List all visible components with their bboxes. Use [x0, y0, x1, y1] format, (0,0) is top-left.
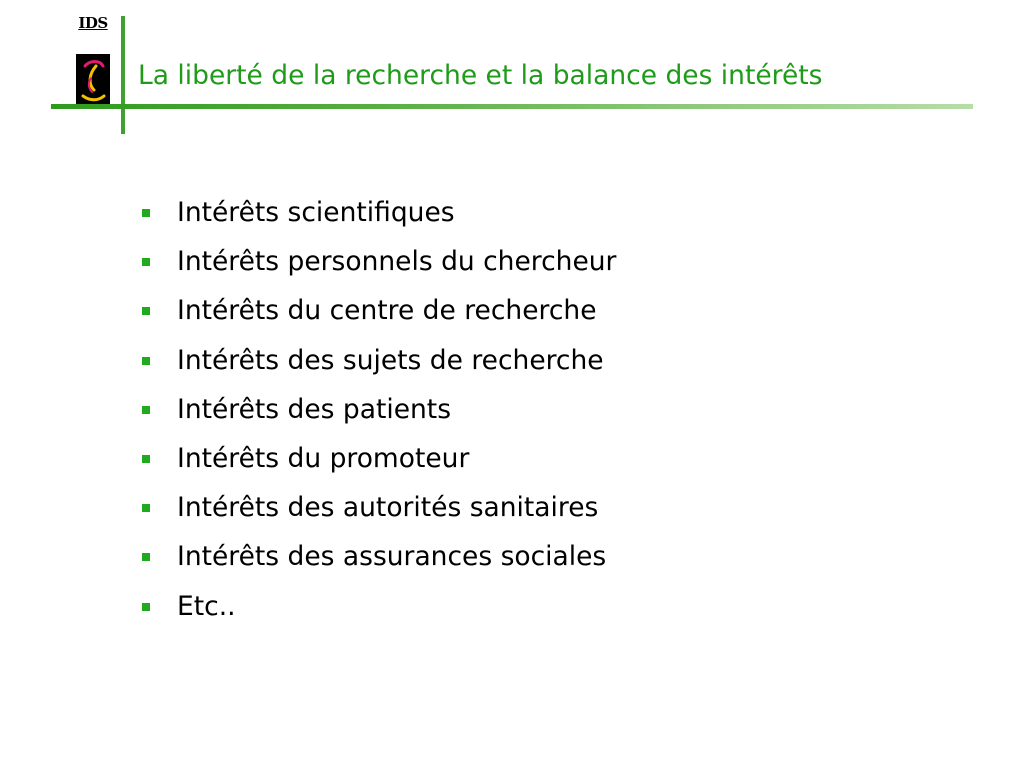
horizontal-accent-line: [51, 104, 973, 109]
bullet-text: Intérêts du promoteur: [177, 442, 470, 474]
bullet-item: [140, 290, 616, 339]
square-bullet-icon: [142, 357, 150, 365]
square-bullet-icon: [142, 258, 150, 266]
slide-title: La liberté de la recherche et la balance des intérêts: [138, 60, 823, 91]
bullet-item: [140, 487, 616, 536]
bullet-list: [140, 192, 616, 635]
bullet-text: Intérêts des autorités sanitaires: [177, 492, 599, 524]
bullet-item: [140, 241, 616, 290]
square-bullet-icon: [142, 307, 150, 315]
square-bullet-icon: [142, 504, 150, 512]
bullet-item: [140, 438, 616, 487]
bullet-text: Intérêts des assurances sociales: [177, 541, 607, 573]
logo-text: IDS: [78, 14, 108, 32]
bullet-item: [140, 389, 616, 438]
square-bullet-icon: [142, 406, 150, 414]
square-bullet-icon: [142, 603, 150, 611]
square-bullet-icon: [142, 553, 150, 561]
bullet-text: Intérêts des patients: [177, 393, 452, 425]
bullet-item: [140, 340, 616, 389]
ids-logo-icon: [76, 52, 110, 108]
bullet-text: Intérêts personnels du chercheur: [177, 246, 617, 278]
bullet-text: Etc..: [177, 590, 236, 622]
bullet-item: [140, 192, 616, 241]
bullet-item: [140, 586, 616, 635]
bullet-text: Intérêts scientifiques: [177, 197, 455, 228]
ids-logo: [74, 14, 112, 96]
bullet-item: [140, 536, 616, 585]
vertical-accent-line: [121, 16, 125, 134]
square-bullet-icon: [142, 209, 150, 217]
bullet-text: Intérêts du centre de recherche: [177, 295, 597, 327]
bullet-text: Intérêts des sujets de recherche: [177, 344, 604, 376]
square-bullet-icon: [142, 455, 150, 463]
